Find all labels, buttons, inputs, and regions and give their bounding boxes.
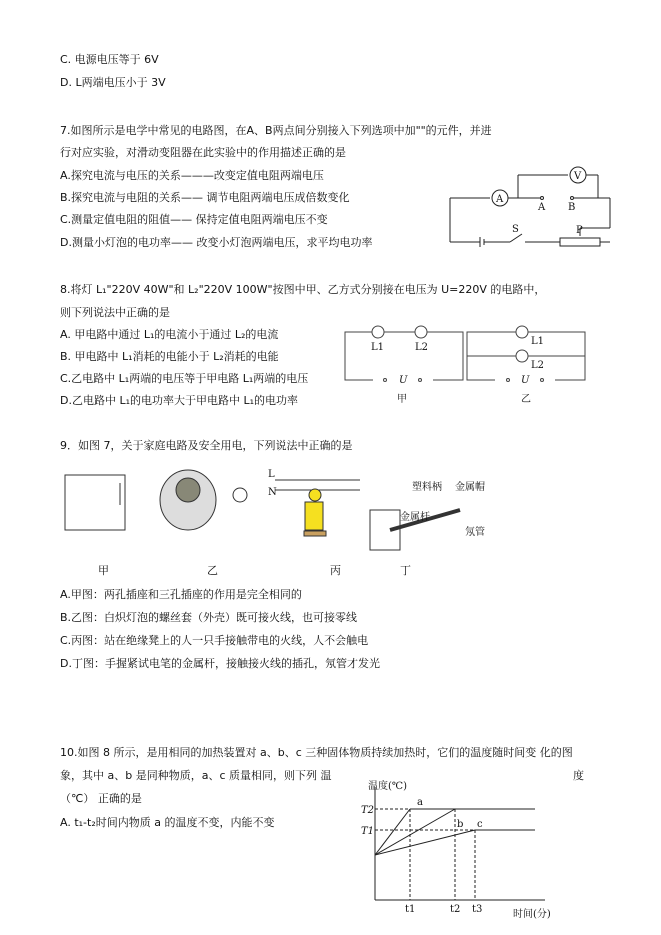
q8-option-c: C.乙电路中 L₁两端的电压等于甲电路 L₁两端的电压 — [60, 372, 309, 385]
ammeter-label: A — [496, 194, 504, 205]
q9-figures — [60, 465, 490, 560]
yi-label: 乙 — [521, 394, 531, 405]
q10-temperature-graph — [355, 775, 565, 925]
curve-a-label: a — [417, 797, 423, 808]
q7-stem: 7.如图所示是电学中常见的电路图，在A、B两点间分别接入下列选项中加""的元件，并进 — [60, 124, 492, 137]
q8-option-d: D.乙电路中 L₁的电功率大于甲电路中 L₁的电功率 — [60, 394, 299, 407]
y-axis-label: 温度(℃) — [368, 781, 407, 792]
q8-option-a: A. 甲电路中通过 L₁的电流小于通过 L₂的电流 — [60, 328, 279, 341]
jia-l2-label: L2 — [415, 342, 429, 353]
q10-stem-cont2: （℃） 正确的是 — [60, 792, 142, 805]
jia-u-label: U — [399, 375, 408, 386]
curve-b-label: b — [457, 819, 464, 830]
tick-t3: t3 — [472, 904, 483, 915]
wire-n-label: N — [268, 487, 277, 498]
switch-label: S — [512, 224, 519, 235]
q6-option-d: D. L两端电压小于 3V — [60, 76, 166, 89]
q8-circuit-diagrams — [345, 322, 605, 407]
q7-circuit-diagram — [450, 160, 610, 250]
q10-stem-cont: 象，其中 a、b 是同种物质，a、c 质量相同，则下列 温 — [60, 769, 332, 782]
pen-label-rod: 金属杆 — [400, 512, 430, 523]
q9-option-c: C.丙图：站在绝缘凳上的人一只手接触带电的火线，人不会触电 — [60, 634, 369, 647]
q7-option-c: C.测量定值电阻的阻值—— 保持定值电阻两端电压不变 — [60, 213, 328, 226]
q6-option-c: C. 电源电压等于 6V — [60, 53, 159, 66]
q7-option-b: B.探究电流与电阻的关系—— 调节电阻两端电压成倍数变化 — [60, 191, 350, 204]
wire-l-label: L — [268, 469, 275, 480]
fig-label-jia: 甲 — [98, 564, 109, 577]
q8-option-b: B. 甲电路中 L₁消耗的电能小于 L₂消耗的电能 — [60, 350, 279, 363]
point-b-label: B — [568, 202, 576, 213]
q9-stem: 9．如图 7，关于家庭电路及安全用电，下列说法中正确的是 — [60, 439, 353, 452]
q7-stem-cont: 行对应实验，对滑动变阻器在此实验中的作用描述正确的是 — [60, 146, 346, 159]
q8-stem-cont: 则下列说法中正确的是 — [60, 306, 170, 319]
person-image — [309, 489, 321, 501]
t1-temp-label: T1 — [361, 826, 375, 837]
q10-stem-cont-tail: 度 — [573, 769, 584, 782]
q9-option-a: A.甲图：两孔插座和三孔插座的作用是完全相同的 — [60, 588, 302, 601]
q9-option-b: B.乙图：白炽灯泡的螺丝套（外壳）既可接火线，也可接零线 — [60, 611, 358, 624]
tick-t2: t2 — [450, 904, 461, 915]
voltmeter-label: V — [574, 171, 582, 182]
fig-label-yi: 乙 — [207, 564, 218, 577]
jia-l1-label: L1 — [371, 342, 385, 353]
bulb-image — [233, 488, 247, 502]
x-axis-label: 时间(分) — [513, 909, 551, 920]
q10-stem: 10.如图 8 所示，是用相同的加热装置对 a、b、c 三种固体物质持续加热时，它们的温度随时间变 化的图 — [60, 746, 573, 759]
yi-l1-label: L1 — [531, 336, 545, 347]
q8-stem: 8.将灯 L₁"220V 40W"和 L₂"220V 100W"按图中甲、乙方式分别接在电压为 U=220V 的电路中， — [60, 283, 546, 296]
jia-label: 甲 — [397, 394, 407, 405]
pen-label-cap: 金属帽 — [455, 482, 485, 493]
yi-u-label: U — [521, 375, 530, 386]
pen-label-neon: 氖管 — [465, 527, 485, 538]
tick-t1: t1 — [405, 904, 416, 915]
pen-label-handle: 塑料柄 — [412, 482, 442, 493]
q7-option-a: A.探究电流与电压的关系———改变定值电阻两端电压 — [60, 169, 324, 182]
socket-image — [65, 475, 125, 530]
t2-temp-label: T2 — [361, 805, 375, 816]
slider-label: P — [576, 225, 583, 236]
fig-label-bing: 丙 — [330, 564, 341, 577]
curve-c-label: c — [477, 819, 483, 830]
q10-option-a: A. t₁-t₂时间内物质 a 的温度不变，内能不变 — [60, 816, 275, 829]
q9-option-d: D.丁图：手握紧试电笔的金属杆，接触接火线的插孔，氖管才发光 — [60, 657, 380, 670]
yi-l2-label: L2 — [531, 360, 545, 371]
point-a-label: A — [538, 202, 546, 213]
q7-option-d: D.测量小灯泡的电功率—— 改变小灯泡两端电压，求平均电功率 — [60, 236, 373, 249]
fig-label-ding: 丁 — [400, 564, 411, 577]
